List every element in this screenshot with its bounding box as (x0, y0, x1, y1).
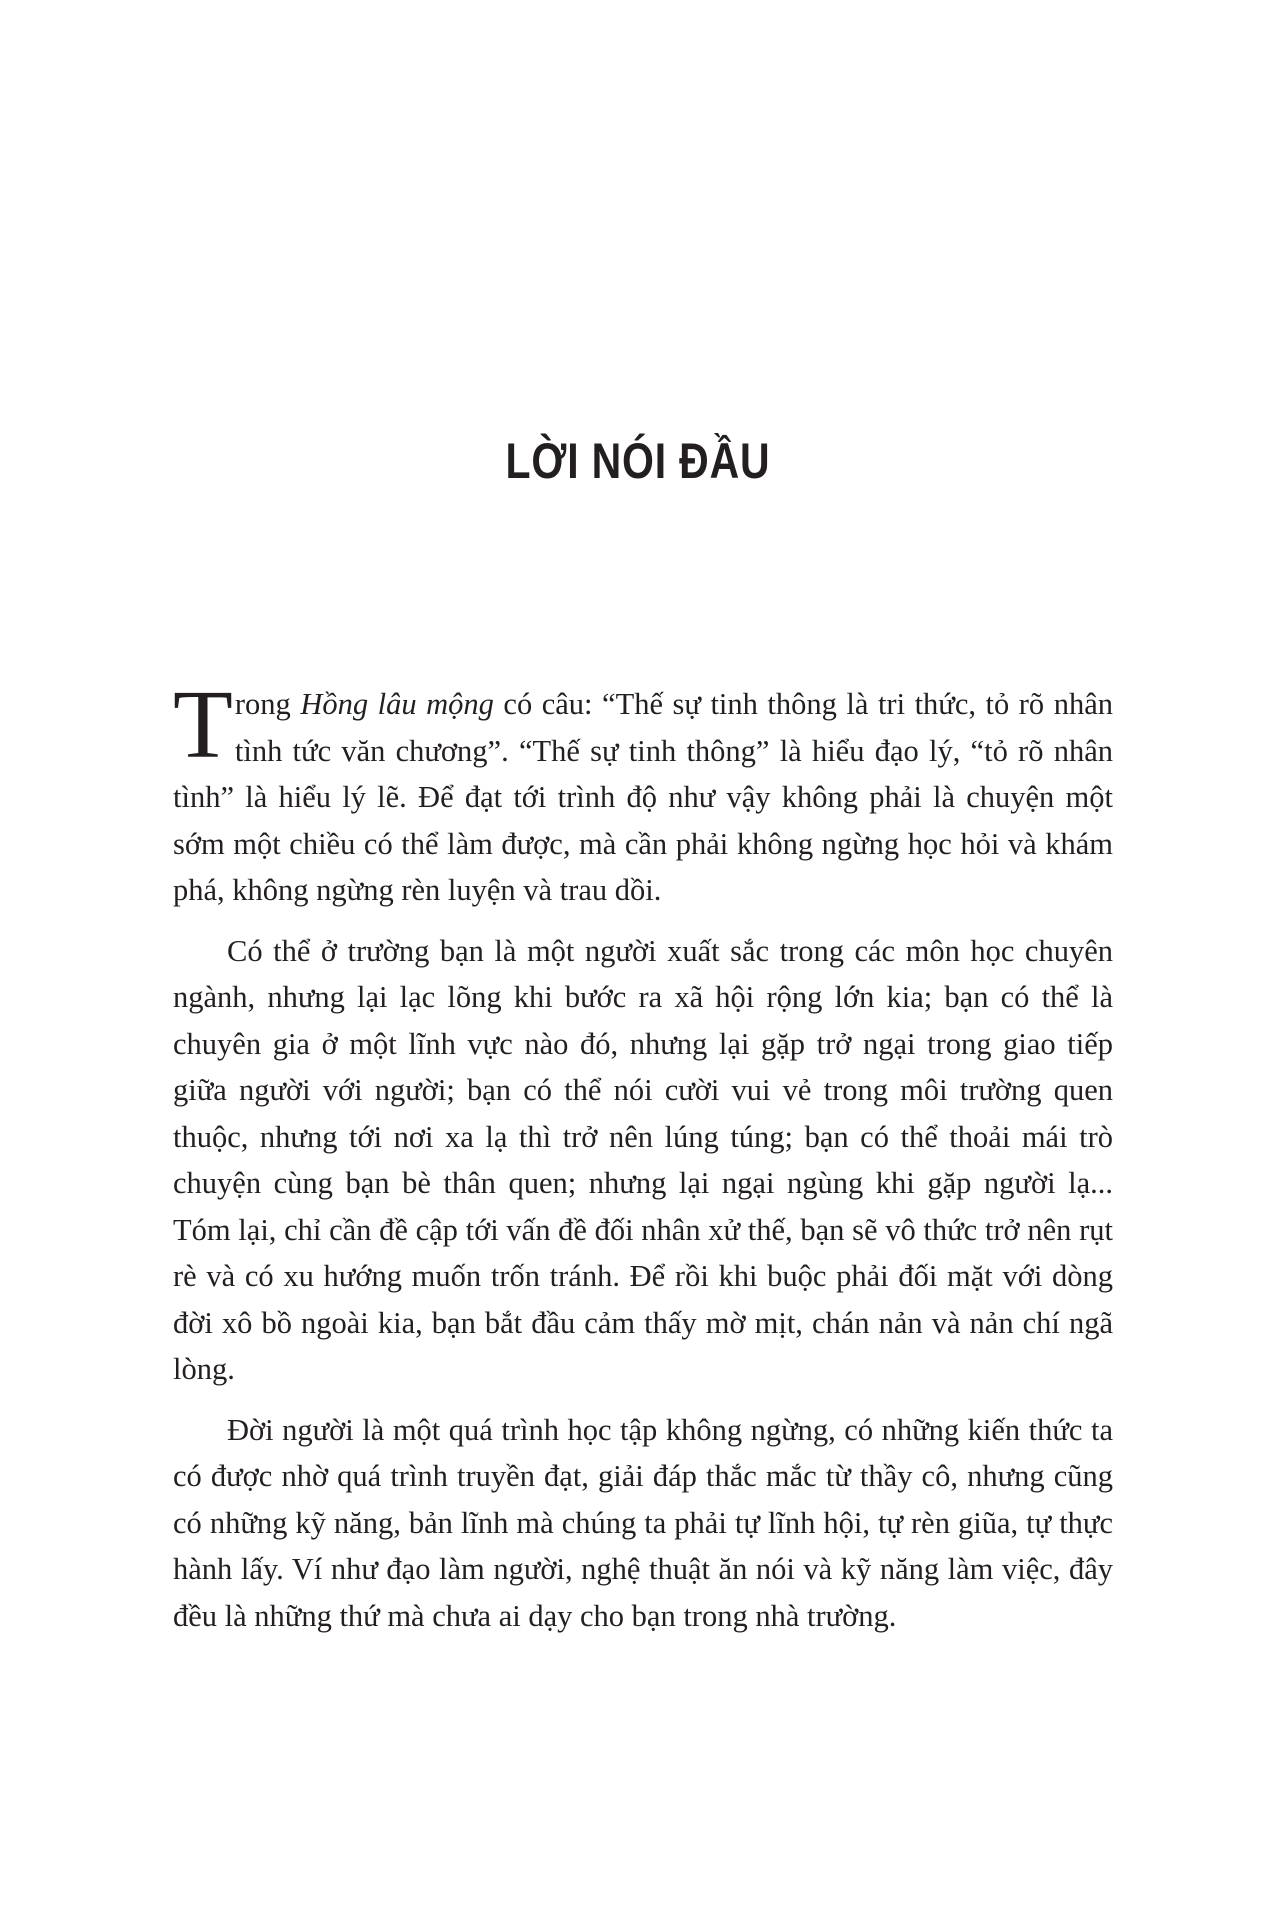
paragraph-3: Đời người là một quá trình học tập không ngừng, có những kiến thức ta có được nhờ quá trình truyền đạt, giải đáp thắc mắc từ thầy cô, nhưng cũng có những kỹ năng, bản lĩnh mà chúng ta phải tự lĩnh hội, tự rèn giũa, tự thực hành lấy. Ví như đạo làm người, nghệ thuật ăn nói và kỹ năng làm việc, đây đều là những thứ mà chưa ai dạy cho bạn trong nhà trường. (173, 1412, 1113, 1633)
paragraph-1-lead: rong (234, 687, 301, 721)
body-text (173, 671, 1113, 1653)
paragraph-1-rest: có câu: “Thế sự tinh thông là tri thức, tỏ rõ nhân tình tức văn chương”. “Thế sự tinh thông” là hiểu đạo lý, “tỏ rõ nhân tình” là hiểu lý lẽ. Để đạt tới trình độ như vậy không phải là chuyện một sớm một chiều có thể làm được, mà cần phải không ngừng học hỏi và khám phá, không ngừng rèn luyện và trau dồi. (173, 687, 1113, 907)
paragraph-1 (173, 671, 1113, 914)
drop-cap: T (173, 671, 233, 779)
paragraph-2: Có thể ở trường bạn là một người xuất sắc trong các môn học chuyên ngành, nhưng lại lạc lõng khi bước ra xã hội rộng lớn kia; bạn có thể là chuyên gia ở một lĩnh vực nào đó, nhưng lại gặp trở ngại trong giao tiếp giữa người với người; bạn có thể nói cười vui vẻ trong môi trường quen thuộc, nhưng tới nơi xa lạ thì trở nên lúng túng; bạn có thể thoải mái trò chuyện cùng bạn bè thân quen; nhưng lại ngại ngùng khi gặp người lạ... Tóm lại, chỉ cần đề cập tới vấn đề đối nhân xử thế, bạn sẽ vô thức trở nên rụt rè và có xu hướng muốn trốn tránh. Để rồi khi buộc phải đối mặt với dòng đời xô bồ ngoài kia, bạn bắt đầu cảm thấy mờ mịt, chán nản và nản chí ngã lòng. (173, 933, 1113, 1386)
book-title-italic: Hồng lâu mộng (300, 687, 494, 721)
chapter-title: LỜI NÓI ĐẦU (505, 433, 771, 489)
